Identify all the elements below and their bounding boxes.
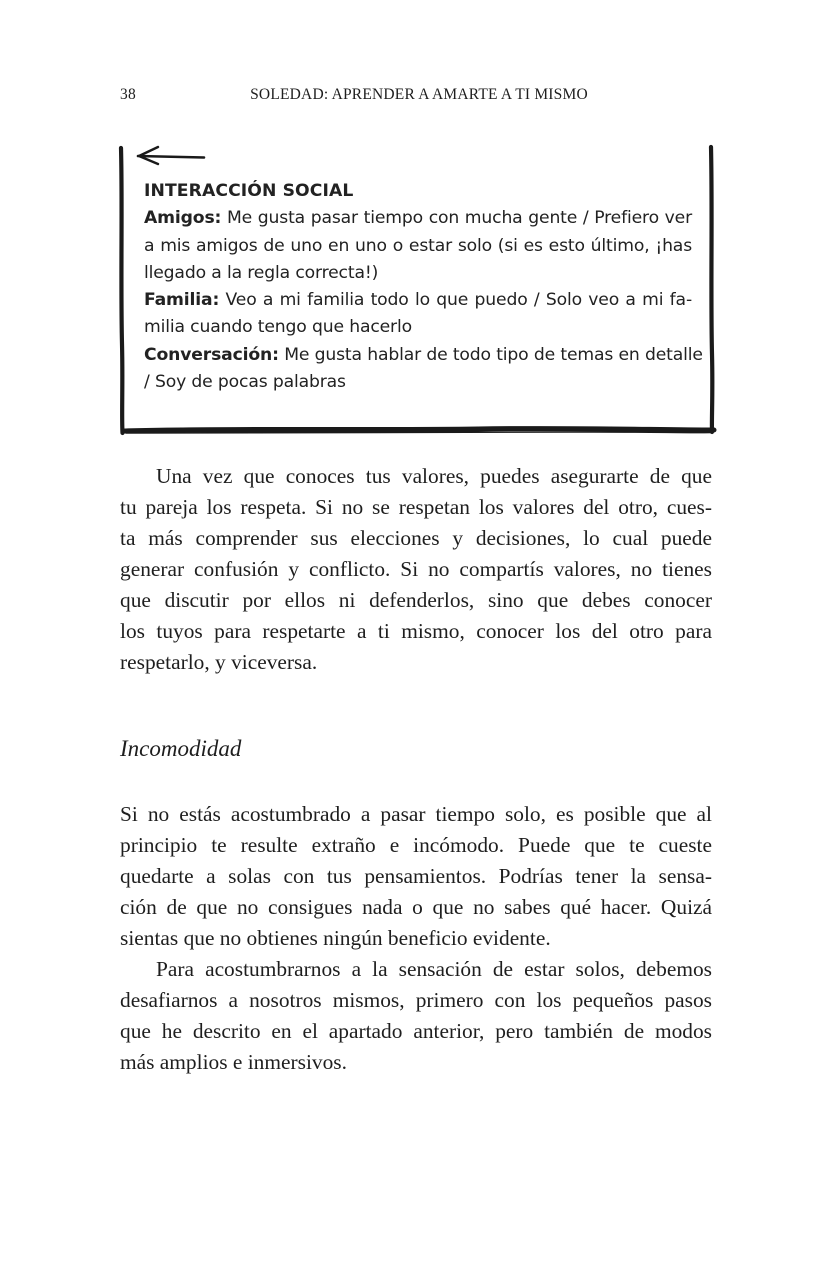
paragraph-line: generar confusión y conflicto. Si no compartís valores, no tienes <box>120 557 712 581</box>
box-line-amigos-2: a mis amigos de uno en uno o estar solo (si es esto último, ¡has <box>144 235 692 256</box>
paragraph-line: Para acostumbrarnos a la sensación de estar solos, debemos <box>156 957 712 981</box>
social-interaction-box <box>118 144 718 440</box>
box-bottom-border <box>123 429 714 431</box>
paragraph-values <box>120 461 712 678</box>
paragraph-line: más amplios e inmersivos. <box>120 1050 347 1074</box>
paragraph-line: ta más comprender sus elecciones y decisiones, lo cual puede <box>120 526 712 550</box>
page-number: 38 <box>120 86 136 103</box>
box-right-border <box>711 147 712 432</box>
amigos-text-1: Me gusta pasar tiempo con mucha gente / Prefiero ver <box>221 208 692 229</box>
paragraph-line: que discutir por ellos ni defenderlos, sino que debes conocer <box>120 588 712 612</box>
paragraph-line: respetarlo, y viceversa. <box>120 650 318 674</box>
paragraph-line: quedarte a solas con tus pensamientos. Podrías tener la sensa- <box>120 864 712 888</box>
box-line-familia-2: milia cuando tengo que hacerlo <box>144 317 412 338</box>
familia-text-1: Veo a mi familia todo lo que puedo / Solo veo a mi fa- <box>219 290 692 311</box>
box-content <box>144 178 703 396</box>
paragraph-line: sientas que no obtienes ningún beneficio evidente. <box>120 926 551 950</box>
amigos-label: Amigos: <box>144 208 222 229</box>
box-line-conversacion-1 <box>144 342 703 369</box>
paragraph-line: Si no estás acostumbrado a pasar tiempo solo, es posible que al <box>120 802 712 826</box>
conversacion-label: Conversación: <box>144 344 279 365</box>
left-arrow-icon <box>138 147 204 164</box>
box-line-familia-1 <box>144 287 692 314</box>
box-line-amigos-1 <box>144 205 692 232</box>
paragraph-line: los tuyos para respetarte a ti mismo, conocer los del otro para <box>120 619 712 643</box>
paragraph-challenge <box>120 954 712 1078</box>
paragraph-line: desafiarnos a nosotros mismos, primero con los pequeños pasos <box>120 988 712 1012</box>
familia-label: Familia: <box>144 290 220 311</box>
paragraph-discomfort <box>120 799 712 954</box>
paragraph-line: principio te resulte extraño e incómodo. Puede que te cueste <box>120 833 712 857</box>
box-title: INTERACCIÓN SOCIAL <box>144 181 354 201</box>
running-header <box>120 86 712 108</box>
conversacion-text-1: Me gusta hablar de todo tipo de temas en detalle <box>278 344 703 365</box>
paragraph-line: tu pareja los respeta. Si no se respetan los valores del otro, cues- <box>120 495 712 519</box>
box-line-conversacion-2: / Soy de pocas palabras <box>144 372 346 393</box>
paragraph-line: ción de que no consigues nada o que no sabes qué hacer. Quizá <box>120 895 712 919</box>
box-line-amigos-3: llegado a la regla correcta!) <box>144 262 379 283</box>
paragraph-line: que he descrito en el apartado anterior, pero también de modos <box>120 1019 712 1043</box>
box-left-border <box>121 148 123 433</box>
running-title: SOLEDAD: APRENDER A AMARTE A TI MISMO <box>250 86 588 103</box>
section-heading: Incomodidad <box>120 736 242 761</box>
paragraph-line: Una vez que conoces tus valores, puedes asegurarte de que <box>156 464 712 488</box>
